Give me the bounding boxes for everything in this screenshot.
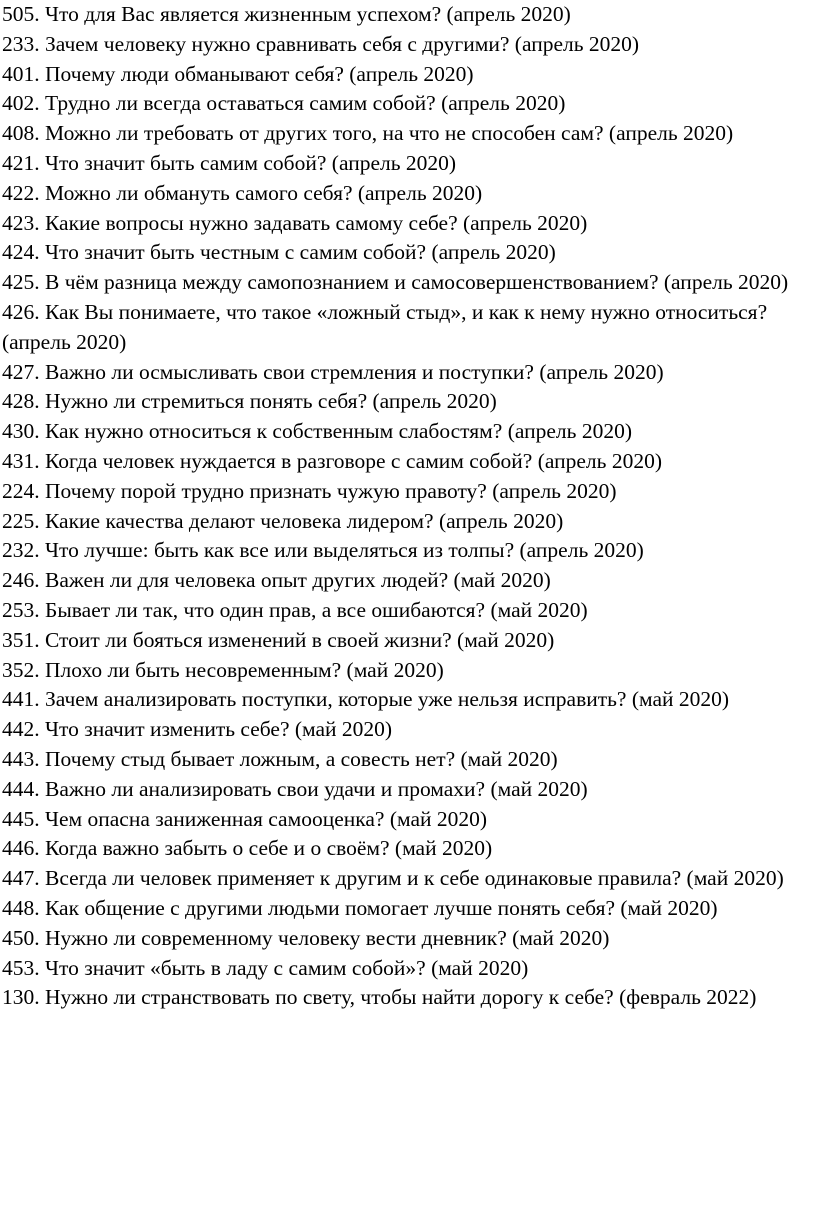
list-item: 225. Какие качества делают человека лидером? (апрель 2020)	[2, 508, 564, 533]
list-item: 424. Что значит быть честным с самим собой? (апрель 2020)	[2, 240, 556, 265]
list-item: 446. Когда важно забыть о себе и о своём? (май 2020)	[2, 836, 493, 861]
list-item: 431. Когда человек нуждается в разговоре с самим собой? (апрель 2020)	[2, 448, 662, 473]
list-item: 428. Нужно ли стремиться понять себя? (апрель 2020)	[2, 389, 497, 414]
list-item: 352. Плохо ли быть несовременным? (май 2020)	[2, 657, 444, 682]
list-item: 408. Можно ли требовать от других того, на что не способен сам? (апрель 2020)	[2, 121, 734, 146]
list-item: 422. Можно ли обмануть самого себя? (апрель 2020)	[2, 180, 483, 205]
list-item: 423. Какие вопросы нужно задавать самому себе? (апрель 2020)	[2, 210, 588, 235]
list-item: 448. Как общение с другими людьми помогает лучше понять себя? (май 2020)	[2, 895, 718, 920]
list-item: 430. Как нужно относиться к собственным слабостям? (апрель 2020)	[2, 419, 632, 444]
list-item: 453. Что значит «быть в ладу с самим собой»? (май 2020)	[2, 955, 529, 980]
list-item: 450. Нужно ли современному человеку вести дневник? (май 2020)	[2, 925, 610, 950]
list-item: 447. Всегда ли человек применяет к другим и к себе одинаковые правила? (май 2020)	[2, 866, 784, 891]
list-item: 442. Что значит изменить себе? (май 2020)	[2, 717, 393, 742]
list-item: 224. Почему порой трудно признать чужую правоту? (апрель 2020)	[2, 478, 617, 503]
list-item: 253. Бывает ли так, что один прав, а все ошибаются? (май 2020)	[2, 597, 588, 622]
list-item: 444. Важно ли анализировать свои удачи и промахи? (май 2020)	[2, 776, 588, 801]
list-item: 421. Что значит быть самим собой? (апрель 2020)	[2, 150, 457, 175]
list-item: 233. Зачем человеку нужно сравнивать себя с другими? (апрель 2020)	[2, 31, 640, 56]
list-item: 425. В чём разница между самопознанием и самосовершенствованием? (апрель 2020)	[2, 270, 789, 295]
list-item: 402. Трудно ли всегда оставаться самим собой? (апрель 2020)	[2, 91, 566, 116]
list-item: 246. Важен ли для человека опыт других людей? (май 2020)	[2, 568, 551, 593]
list-item: 232. Что лучше: быть как все или выделяться из толпы? (апрель 2020)	[2, 538, 644, 563]
list-item: 441. Зачем анализировать поступки, которые уже нельзя исправить? (май 2020)	[2, 687, 730, 712]
list-item: 505. Что для Вас является жизненным успехом? (апрель 2020)	[2, 2, 571, 26]
list-item: 351. Стоит ли бояться изменений в своей жизни? (май 2020)	[2, 627, 555, 652]
list-item: 445. Чем опасна заниженная самооценка? (май 2020)	[2, 806, 488, 831]
document-body	[2, 0, 814, 1013]
list-item: 427. Важно ли осмысливать свои стремления и поступки? (апрель 2020)	[2, 359, 664, 384]
list-item: 426. Как Вы понимаете, что такое «ложный стыд», и как к нему нужно относиться? (апрель 2020)	[2, 299, 768, 354]
list-item: 443. Почему стыд бывает ложным, а совесть нет? (май 2020)	[2, 746, 558, 771]
list-item: 130. Нужно ли странствовать по свету, чтобы найти дорогу к себе? (февраль 2022)	[2, 985, 757, 1010]
list-item: 401. Почему люди обманывают себя? (апрель 2020)	[2, 61, 474, 86]
